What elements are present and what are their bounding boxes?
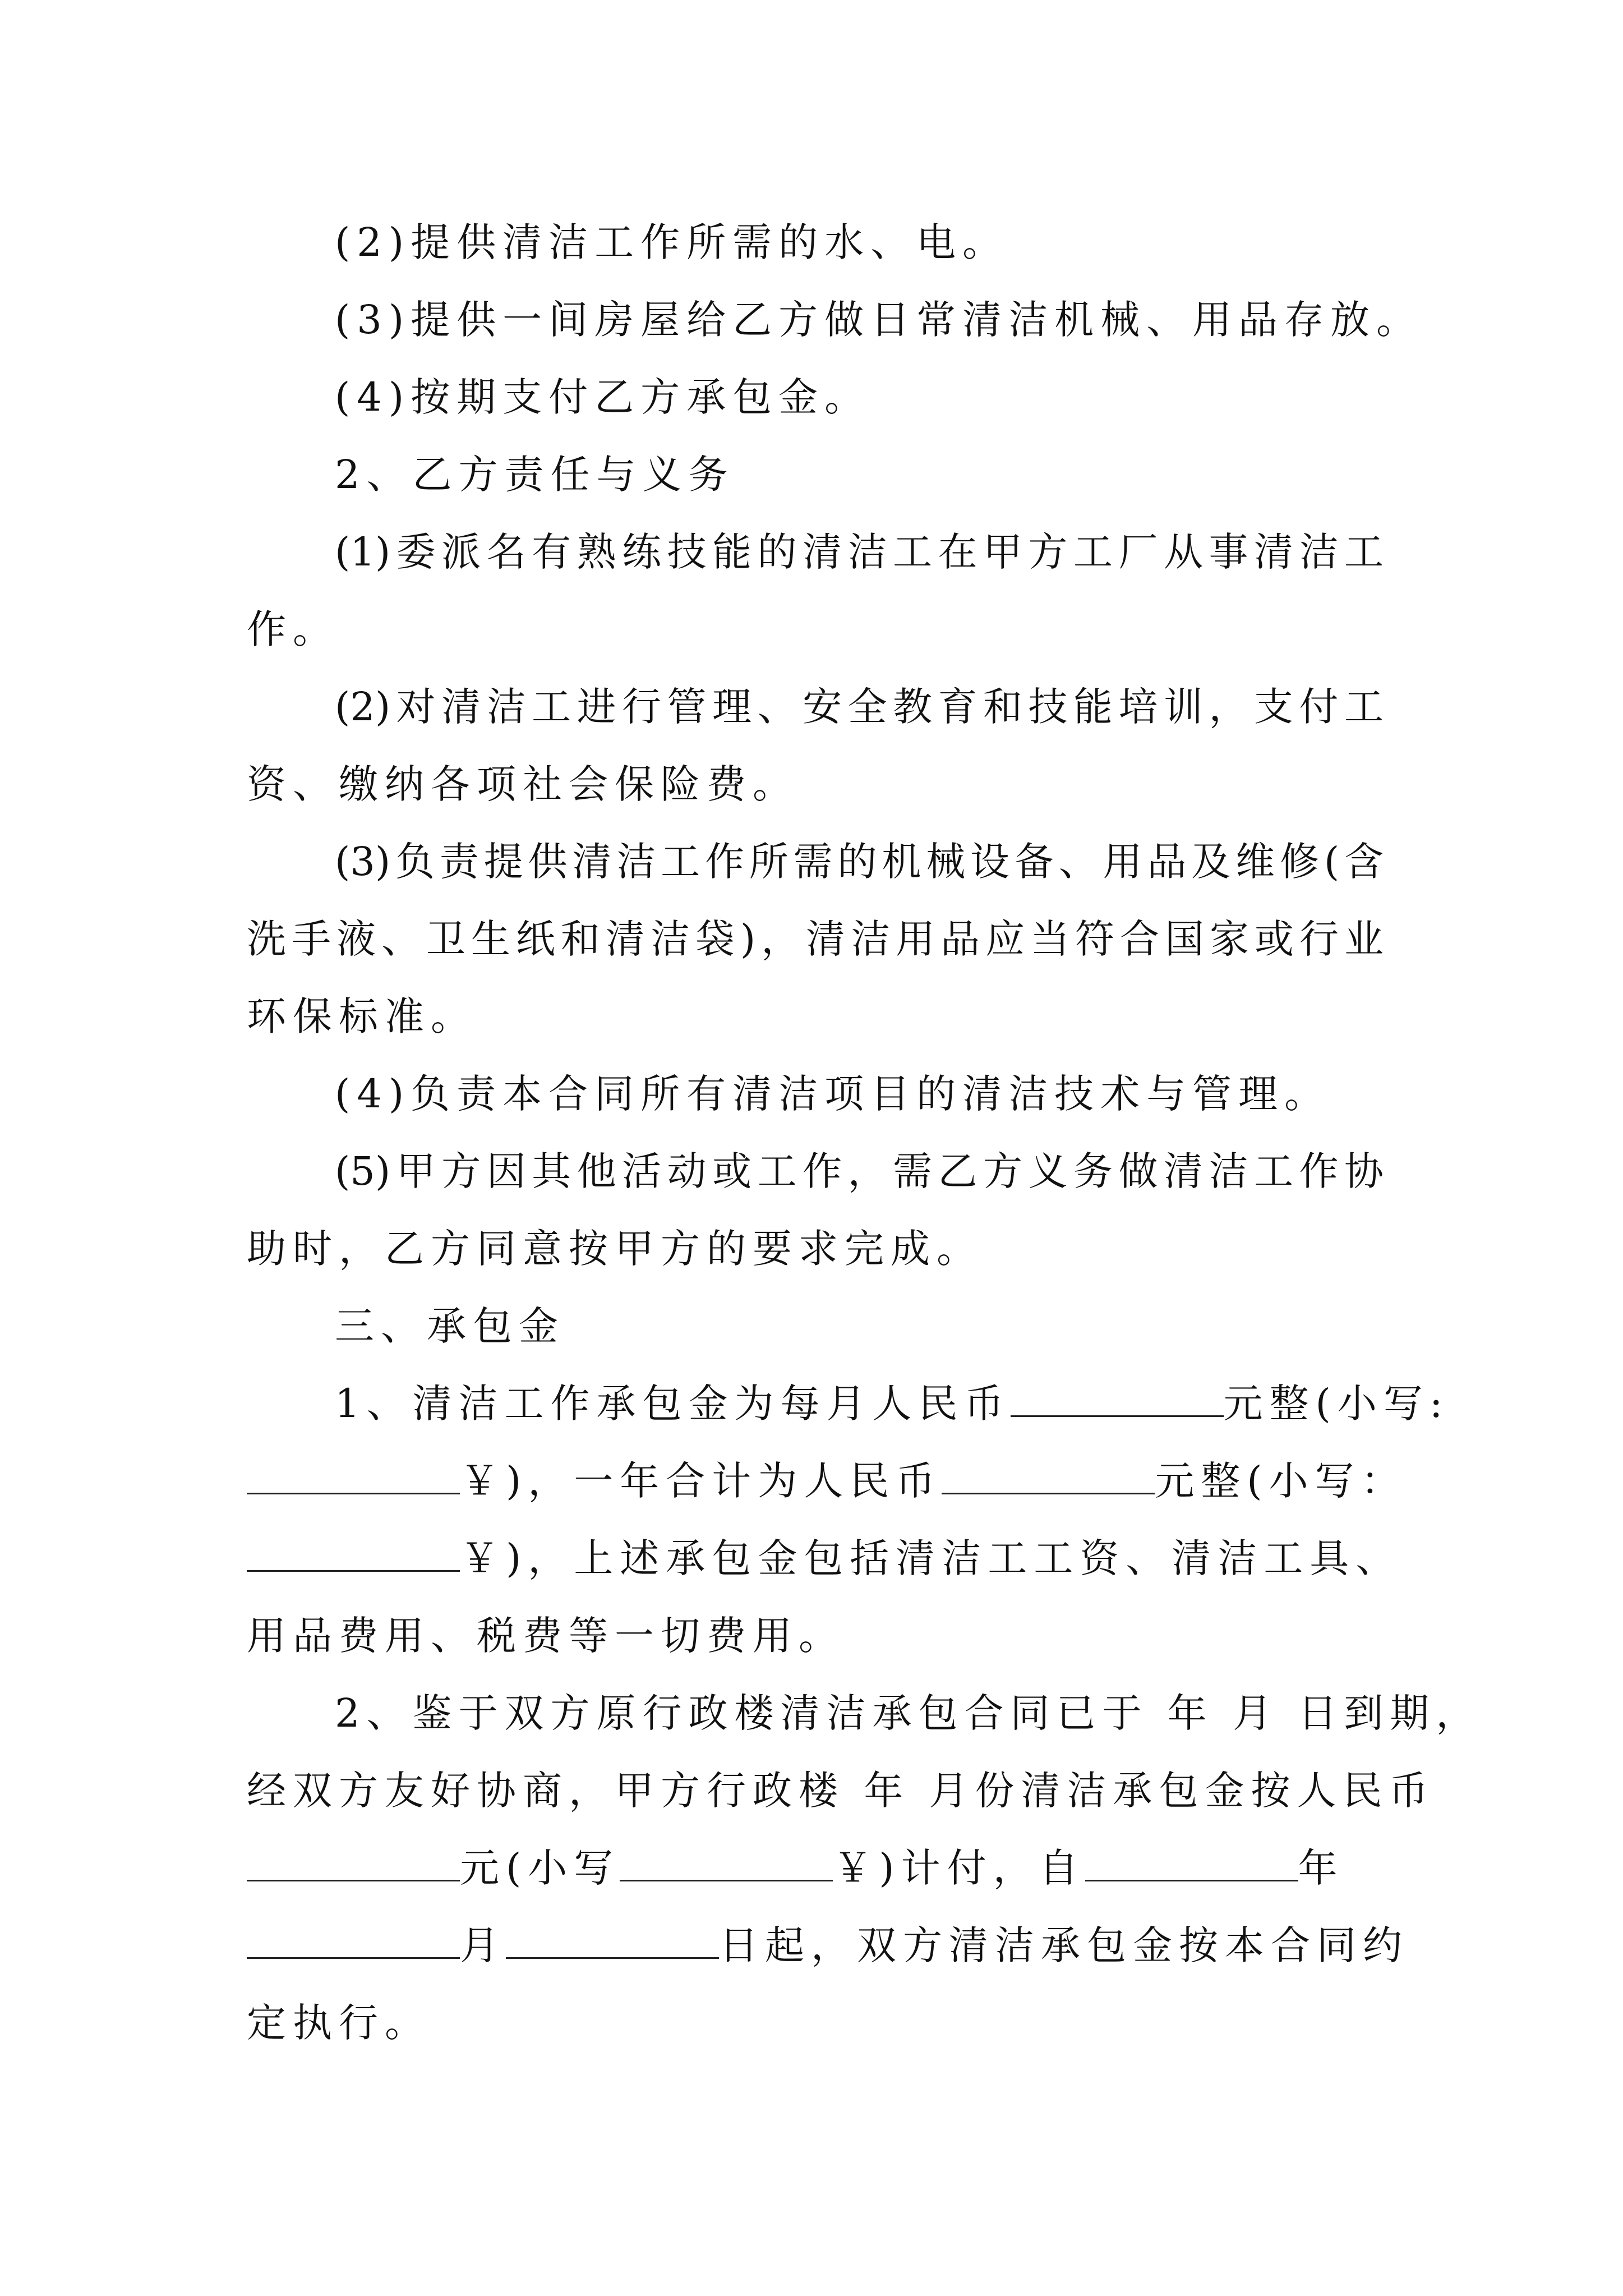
- party-b-item-3-line-2: 洗手液、卫生纸和清洁袋)，清洁用品应当符合国家或行业: [247, 916, 1384, 962]
- fee-clause-1-line-2: [247, 1453, 1407, 1509]
- fee-clause-1-text-b: 元整(小写:: [1223, 1381, 1450, 1427]
- party-a-duty-4: (4)按期支付乙方承包金。: [335, 374, 871, 420]
- fee-clause-2-line-5: 定执行。: [247, 2000, 431, 2046]
- party-b-item-3-line-3: 环保标准。: [247, 993, 477, 1039]
- fee-clause-2-text-e: 日起，双方清洁承包金按本合同约: [719, 1922, 1409, 1968]
- section-3-heading: 三、承包金: [335, 1303, 565, 1349]
- party-b-heading: 2、乙方责任与义务: [335, 452, 735, 498]
- fee-clause-1-text-e: ￥)，上述承包金包括清洁工工资、清洁工具、: [460, 1535, 1402, 1581]
- party-a-duty-2: (2)提供清洁工作所需的水、电。: [335, 219, 1009, 265]
- fee-clause-1-line-3: [247, 1530, 1401, 1586]
- fee-clause-2-text-b: ￥)计付，自: [833, 1845, 1085, 1891]
- start-day-blank[interactable]: [506, 1924, 719, 1959]
- fee-clause-2-text-a: 元(小写: [460, 1845, 620, 1891]
- fee-clause-1-text-c: ￥)，一年合计为人民币: [460, 1458, 942, 1504]
- party-b-item-1-line-1: (1)委派名有熟练技能的清洁工在甲方工厂从事清洁工: [335, 529, 1384, 575]
- interim-fee-blank[interactable]: [247, 1846, 460, 1881]
- fee-clause-2-line-4: [247, 1917, 1409, 1973]
- fee-clause-1-text-d: 元整(小写：: [1155, 1458, 1407, 1504]
- annual-fee-blank[interactable]: [942, 1459, 1155, 1494]
- fee-clause-2-line-1: 2、鉴于双方原行政楼清洁承包合同已于 年 月 日到期，: [335, 1690, 1482, 1736]
- monthly-fee-lowercase-blank[interactable]: [247, 1459, 460, 1494]
- start-year-blank[interactable]: [1085, 1846, 1298, 1881]
- fee-clause-1-line-1: [335, 1375, 1449, 1432]
- fee-clause-2-text-d: 月: [460, 1922, 506, 1968]
- fee-clause-1-line-4: 用品费用、税费等一切费用。: [247, 1613, 845, 1659]
- fee-clause-2-line-2: 经双方友好协商，甲方行政楼 年 月份清洁承包金按人民币: [247, 1768, 1435, 1814]
- party-a-duty-3: (3)提供一间房屋给乙方做日常清洁机械、用品存放。: [335, 297, 1423, 343]
- start-month-blank[interactable]: [247, 1924, 460, 1959]
- fee-clause-2-line-3: [247, 1840, 1344, 1896]
- party-b-item-2-line-1: (2)对清洁工进行管理、安全教育和技能培训，支付工: [335, 684, 1384, 730]
- party-b-item-5-line-2: 助时，乙方同意按甲方的要求完成。: [247, 1226, 983, 1272]
- party-b-item-3-line-1: (3)负责提供清洁工作所需的机械设备、用品及维修(含: [335, 839, 1384, 885]
- fee-clause-1-text-a: 1、清洁工作承包金为每月人民币: [335, 1381, 1011, 1427]
- party-b-item-1-line-2: 作。: [247, 606, 339, 652]
- party-b-item-5-line-1: (5)甲方因其他活动或工作，需乙方义务做清洁工作协: [335, 1148, 1384, 1194]
- party-b-item-4: (4)负责本合同所有清洁项目的清洁技术与管理。: [335, 1071, 1331, 1117]
- annual-fee-lowercase-blank[interactable]: [247, 1536, 460, 1572]
- monthly-fee-blank[interactable]: [1011, 1382, 1224, 1417]
- interim-fee-lowercase-blank[interactable]: [620, 1846, 833, 1881]
- fee-clause-2-text-c: 年: [1298, 1845, 1344, 1891]
- party-b-item-2-line-2: 资、缴纳各项社会保险费。: [247, 761, 799, 807]
